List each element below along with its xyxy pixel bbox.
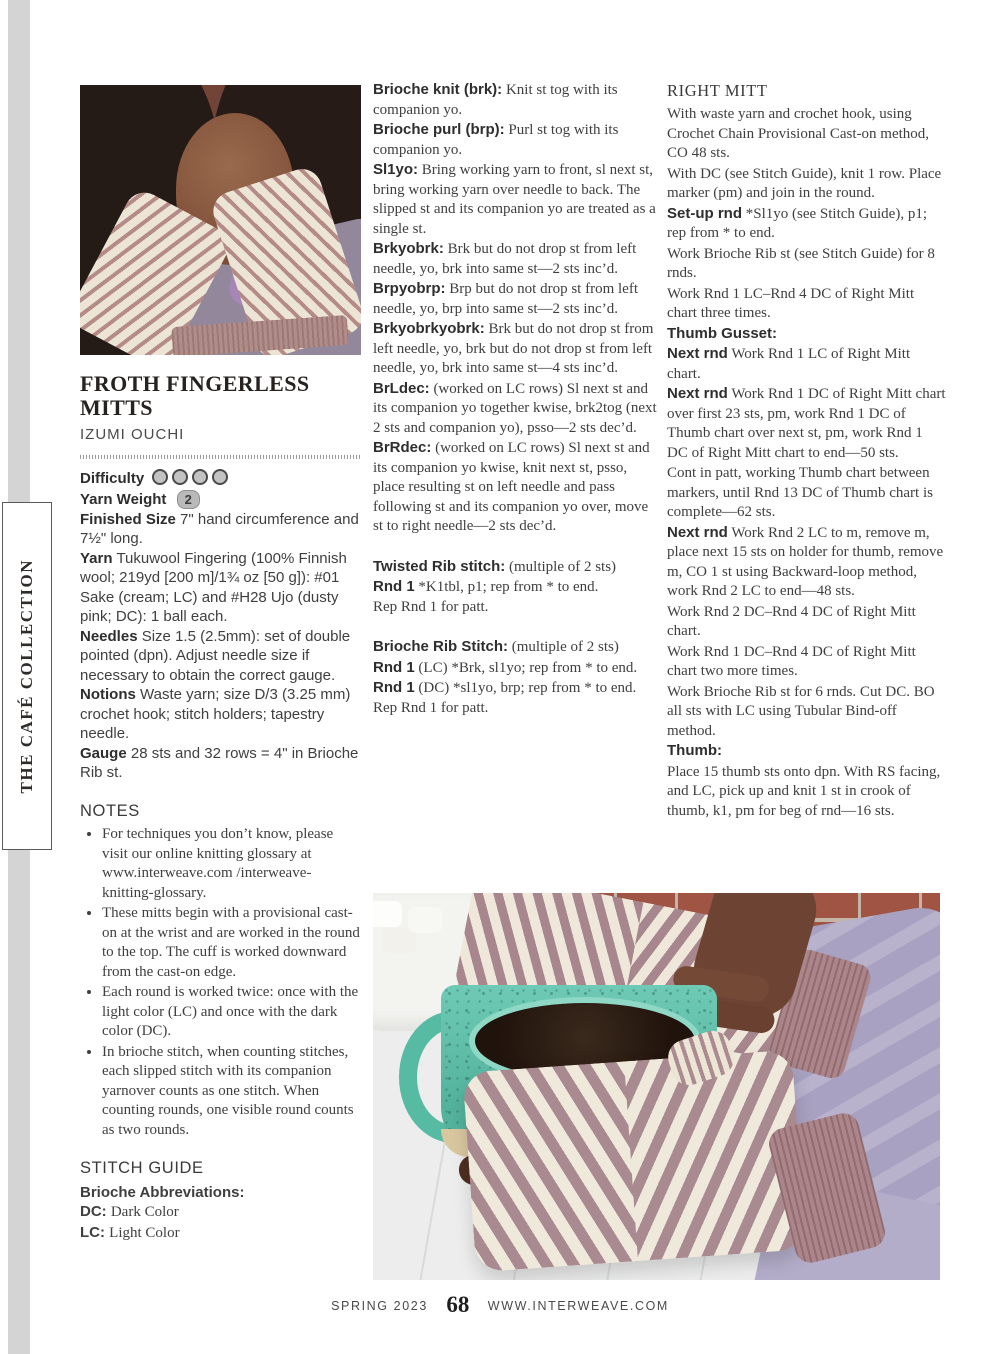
instruction xyxy=(667,284,947,324)
round-label: Rnd 1 xyxy=(373,658,415,676)
instruction xyxy=(667,384,947,463)
instruction-text: Work Rnd 2 DC–Rnd 4 DC of Right Mitt chart. xyxy=(667,603,916,640)
spec-yarn xyxy=(80,549,362,627)
note-item: • In brioche stitch, when counting stitches, each slipped stitch with its companion yarnover counts as one stitch. When counting rounds, one visible round counts as two rounds. xyxy=(102,1043,362,1141)
abbrev-label: DC: xyxy=(80,1203,107,1221)
definition-text: Purl st tog with its companion yo. xyxy=(373,122,619,158)
abbreviation-lc xyxy=(80,1223,362,1244)
definition-term: BrLdec: xyxy=(373,379,430,397)
definition xyxy=(373,438,661,537)
right-mitt-heading: RIGHT MITT xyxy=(667,81,768,100)
instruction-text: Work Rnd 1 DC–Rnd 4 DC of Right Mitt chart two more times. xyxy=(667,643,916,680)
instruction-text: Work Brioche Rib st (see Stitch Guide) for 8 rnds. xyxy=(667,245,935,282)
spec-value: 28 sts and 32 rows = 4" in Brioche Rib st. xyxy=(80,744,359,782)
pattern-title-line1: FROTH FINGERLESS xyxy=(80,371,310,396)
marshmallow-shape xyxy=(373,901,402,927)
definition xyxy=(373,80,661,120)
definition-text: (worked on LC rows) Sl next st and its companion yo kwise, knit next st, psso, place resulting st on left needle and pass following st and its companion yo over, move st to right needle—2 sts dec’d. xyxy=(373,440,650,534)
twisted-rib-repeat: Rep Rnd 1 for patt. xyxy=(373,598,489,615)
middle-column xyxy=(373,80,661,718)
definition-term: Brioche purl (brp): xyxy=(373,121,505,138)
definition xyxy=(373,319,661,379)
instruction-lead: Set-up rnd xyxy=(667,204,742,222)
definition-term: Brkyobrk: xyxy=(373,240,444,257)
definition xyxy=(373,120,661,160)
difficulty-dot-icon xyxy=(152,469,168,485)
definition-term: Brioche knit (brk): xyxy=(373,81,503,98)
stitch-note: (multiple of 2 sts) xyxy=(511,639,619,655)
instruction xyxy=(667,204,947,244)
spec-notions xyxy=(80,685,362,744)
spec-value: Waste yarn; size D/3 (3.25 mm) crochet hook; stitch holders; tapestry needle. xyxy=(80,686,351,743)
instruction-text: Work Rnd 1 LC–Rnd 4 DC of Right Mitt chart three times. xyxy=(667,285,915,322)
note-item: • Each round is worked twice: once with the light color (LC) and once with the dark color (DC). xyxy=(102,983,362,1042)
note-item: • For techniques you don’t know, please visit our online knitting glossary at www.interweave.com /interweave-knitting-glossary. xyxy=(102,825,362,903)
definition-term: Brpyobrp: xyxy=(373,280,446,297)
round-text: (LC) *Brk, sl1yo; rep from * to end. xyxy=(418,659,638,676)
instruction-text: Work Rnd 1 DC of Right Mitt chart over first 23 sts, pm, work Rnd 1 DC of Thumb chart over next st, pm, work Rnd 1 DC of Right Mitt chart to end—50 sts. xyxy=(667,386,946,461)
definition-text: Brp but do not drop st from left needle, yo, brp into same st—2 sts inc’d. xyxy=(373,281,638,317)
detail-photo xyxy=(373,893,940,1280)
instruction-text: Cont in patt, working Thumb chart between markers, until Rnd 13 DC of Thumb chart is complete—62 sts. xyxy=(667,465,933,521)
spacer xyxy=(373,537,661,557)
brioche-abbreviations-heading xyxy=(80,1183,362,1203)
definition-text: (worked on LC rows) Sl next st and its companion yo together kwise, brk2tog (next 2 sts and companion yo), psso—2 sts dec’d. xyxy=(373,380,657,436)
spec-label: Needles xyxy=(80,627,138,645)
subheading: Brioche Abbreviations: xyxy=(80,1183,245,1201)
footer-page-number: 68 xyxy=(446,1292,470,1317)
instruction-text: Work Rnd 1 LC of Right Mitt chart. xyxy=(667,346,911,382)
spacer xyxy=(373,617,661,637)
instruction xyxy=(667,602,947,642)
twisted-rib-stitch xyxy=(373,557,661,578)
collection-banner-text: THE CAFÉ COLLECTION xyxy=(17,558,36,794)
instruction xyxy=(667,324,947,345)
instruction xyxy=(667,164,947,204)
spec-value: 7" hand circumference and 7½" long. xyxy=(80,510,359,548)
stitch-guide-heading: STITCH GUIDE xyxy=(80,1159,204,1178)
stitch-note: (multiple of 2 sts) xyxy=(508,558,617,575)
spec-finished-size xyxy=(80,510,362,549)
round-label: Rnd 1 xyxy=(373,578,415,595)
instruction-text: Work Rnd 2 LC to m, remove m, place next 15 sts on holder for thumb, remove m, CO 1 st using Backward-loop method, work Rnd 2 LC to end—48 sts. xyxy=(667,524,944,600)
footer-website: WWW.INTERWEAVE.COM xyxy=(487,1299,669,1313)
difficulty-dot-icon xyxy=(172,469,188,485)
instruction-lead: Thumb Gusset: xyxy=(667,324,778,342)
footer-season: SPRING 2023 xyxy=(331,1299,428,1313)
tick-rule xyxy=(80,455,362,459)
instruction-text: With waste yarn and crochet hook, using Crochet Chain Provisional Cast-on method, CO 48 sts. xyxy=(667,106,930,162)
pattern-title xyxy=(80,372,362,420)
spec-value: Tukuwool Fingering (100% Finnish wool; 219yd [200 m]/1¾ oz [50 g]): #01 Sake (cream; LC) and #H28 Ujo (dusty pink; DC): 1 ball each. xyxy=(80,549,347,626)
yarn-weight-icon: 2 xyxy=(177,490,200,509)
instruction-lead: Next rnd xyxy=(667,385,728,403)
spec-difficulty xyxy=(80,469,362,491)
difficulty-dot-icon xyxy=(212,469,228,485)
instruction xyxy=(667,523,947,602)
round-label: Rnd 1 xyxy=(373,679,415,696)
twisted-rib-rnd1 xyxy=(373,577,661,598)
notes-heading: NOTES xyxy=(80,801,140,820)
definition xyxy=(373,160,661,239)
spec-label: Yarn xyxy=(80,549,113,567)
definition-term: Sl1yo: xyxy=(373,161,419,178)
definition-text: Bring working yarn to front, sl next st, bring working yarn over needle to back. The slipped st and its companion yo are treated as a single st. xyxy=(373,162,656,237)
instruction xyxy=(667,463,947,523)
spec-label: Finished Size xyxy=(80,510,176,528)
pattern-title-line2: MITTS xyxy=(80,395,153,421)
instruction xyxy=(667,244,947,284)
difficulty-dots-icon xyxy=(148,469,228,491)
instruction-text: Place 15 thumb sts onto dpn. With RS facing, and LC, pick up and knit 1 st in crook of thumb, k1, pm for beg of rnd—16 sts. xyxy=(667,763,941,819)
definition-text: Brk but do not drop st from left needle, yo, brk but do not drop st from left needle, yo, brk into same st—4 sts inc’d. xyxy=(373,321,654,376)
mitt-pattern-shape xyxy=(462,1061,644,1272)
spec-label: Yarn Weight xyxy=(80,491,167,509)
instruction xyxy=(667,104,947,164)
definition-text: Knit st tog with its companion yo. xyxy=(373,82,618,118)
definition-term: Brkyobrkyobrk: xyxy=(373,320,485,337)
instruction-lead: Next rnd xyxy=(667,345,728,363)
portrait-photo xyxy=(80,85,361,355)
spec-value: Size 1.5 (2.5mm): set of double pointed (dpn). Adjust needle size if necessary to obtain the correct gauge. xyxy=(80,627,351,684)
instruction xyxy=(667,741,947,762)
brioche-rib-rnd1-lc xyxy=(373,658,661,679)
left-column xyxy=(80,372,362,1243)
abbrev-value: Dark Color xyxy=(110,1204,179,1221)
brioche-rib-rnd1-dc xyxy=(373,678,661,699)
definition xyxy=(373,279,661,319)
note-item: • These mitts begin with a provisional cast-on at the wrist and are worked in the round to the top. The cuff is worked downward from the cast-on edge. xyxy=(102,904,362,982)
definition-text: Brk but do not drop st from left needle, yo, brk into same st—2 sts inc’d. xyxy=(373,241,637,277)
stitch-term: Brioche Rib Stitch: xyxy=(373,638,509,655)
abbreviation-dc xyxy=(80,1202,362,1223)
definition-term: BrRdec: xyxy=(373,439,432,456)
round-text: *K1tbl, p1; rep from * to end. xyxy=(418,579,599,595)
brioche-rib-repeat: Rep Rnd 1 for patt. xyxy=(373,699,489,716)
spec-gauge xyxy=(80,744,362,783)
page-footer xyxy=(0,1292,1000,1318)
round-text: (DC) *sl1yo, brp; rep from * to end. xyxy=(418,680,637,696)
spec-label: Difficulty xyxy=(80,469,145,487)
abbrev-value: Light Color xyxy=(109,1224,180,1241)
definition xyxy=(373,379,661,439)
spec-needles xyxy=(80,627,362,686)
stitch-term: Twisted Rib stitch: xyxy=(373,557,506,575)
spec-yarn-weight xyxy=(80,490,362,510)
instruction xyxy=(667,344,947,384)
author-name: IZUMI OUCHI xyxy=(80,426,185,444)
instruction-text: Work Brioche Rib st for 6 rnds. Cut DC. BO all sts with LC using Tubular Bind-off method. xyxy=(667,683,935,739)
notes-list xyxy=(80,825,362,1140)
spec-label: Gauge xyxy=(80,744,127,762)
right-column xyxy=(667,80,947,821)
instruction xyxy=(667,682,947,742)
brioche-rib-stitch xyxy=(373,637,661,658)
definition xyxy=(373,239,661,279)
instruction-text: With DC (see Stitch Guide), knit 1 row. Place marker (pm) and join in the round. xyxy=(667,165,942,202)
instruction-lead: Thumb: xyxy=(667,742,722,760)
abbrev-label: LC: xyxy=(80,1223,105,1241)
instruction-text: *Sl1yo (see Stitch Guide), p1; rep from * to end. xyxy=(667,205,927,242)
instruction xyxy=(667,642,947,682)
collection-banner xyxy=(2,502,52,850)
spec-label: Notions xyxy=(80,686,136,704)
front-mitt-shape xyxy=(462,1050,805,1273)
instruction xyxy=(667,762,947,822)
instruction-lead: Next rnd xyxy=(667,523,728,541)
difficulty-dot-icon xyxy=(192,469,208,485)
